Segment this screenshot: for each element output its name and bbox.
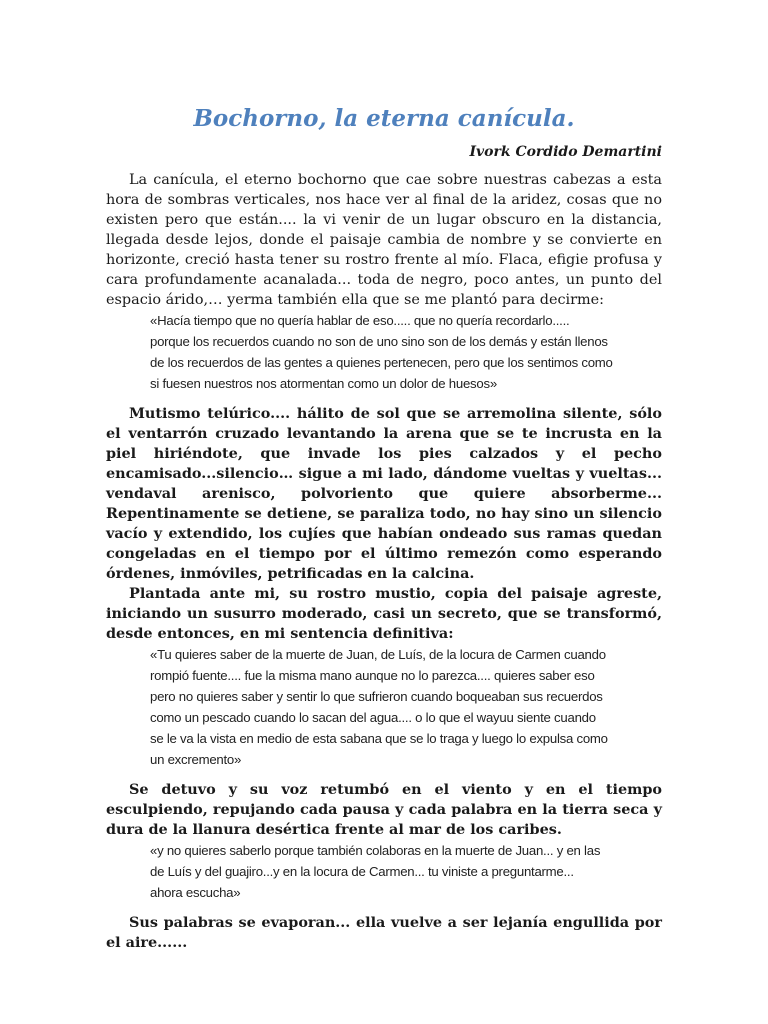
quote-line: porque los recuerdos cuando no son de uno sino son de los demás y están llenos xyxy=(150,334,608,349)
quote-line: «Hacía tiempo que no quería hablar de eso..... que no quería recordarlo..... xyxy=(150,313,570,328)
quote-line: de Luís y del guajiro...y en la locura de Carmen... tu viniste a preguntarme... xyxy=(150,864,574,879)
quote-line: como un pescado cuando lo sacan del agua.... o lo que el wayuu siente cuando xyxy=(150,710,596,725)
quote-line: de los recuerdos de las gentes a quienes pertenecen, pero que los sentimos como xyxy=(150,355,613,370)
quote-1 xyxy=(150,310,662,394)
quote-line: «y no quieres saberlo porque también colaboras en la muerte de Juan... y en las xyxy=(150,843,601,858)
quote-line: un excremento» xyxy=(150,752,242,767)
quote-line: si fuesen nuestros nos atormentan como un dolor de huesos» xyxy=(150,376,497,391)
quote-line: «Tu quieres saber de la muerte de Juan, de Luís, de la locura de Carmen cuando xyxy=(150,647,606,662)
paragraph-3: Plantada ante mi, su rostro mustio, copia del paisaje agreste, iniciando un susurro moderado, casi un secreto, que se transformó, desde entonces, en mi sentencia definitiva: xyxy=(106,585,662,642)
paragraph-2: Mutismo telúrico.... hálito de sol que se arremolina silente, sólo el ventarrón cruzado levantando la arena que se te incrusta en la piel hiriéndote, que invade los pies calzados y el pecho encamisado...silencio… sigue a mi lado, dándome vueltas y vueltas... vendaval arenisco, polvoriento que quiere absorberme... Repentinamente se detiene, se paraliza todo, no hay sino un silencio vacío y extendido, los cujíes que habían ondeado sus ramas quedan congeladas en el tiempo por el último remezón como esperando órdenes, inmóviles, petrificadas en la calcina. xyxy=(106,405,662,582)
quote-2 xyxy=(150,644,662,770)
paragraph-5: Sus palabras se evaporan... ella vuelve a ser lejanía engullida por el aire...... xyxy=(106,914,662,951)
quote-line: ahora escucha» xyxy=(150,885,241,900)
quote-line: rompió fuente.... fue la misma mano aunque no lo parezca.... quieres saber eso xyxy=(150,668,595,683)
quote-3 xyxy=(150,840,662,903)
quote-line: se le va la vista en medio de esta sabana que se lo traga y luego lo expulsa como xyxy=(150,731,608,746)
document-author: Ivork Cordido Demartini xyxy=(469,144,662,160)
quote-line: pero no quieres saber y sentir lo que sufrieron cuando boqueaban sus recuerdos xyxy=(150,689,603,704)
paragraph-1: La canícula, el eterno bochorno que cae sobre nuestras cabezas a esta hora de sombras verticales, nos hace ver al final de la aridez, cosas que no existen pero que están.... la vi venir de un lugar obscuro en la distancia, llegada desde lejos, donde el paisaje cambia de nombre y se convierte en horizonte, creció hasta tener su rostro frente al mío. Flaca, efigie profusa y cara profundamente acanalada... toda de negro, poco antes, un punto del espacio árido,… yerma también ella que se me plantó para decirme: xyxy=(106,172,662,308)
paragraph-4: Se detuvo y su voz retumbó en el viento y en el tiempo esculpiendo, repujando cada pausa y cada palabra en la tierra seca y dura de la llanura desértica frente al mar de los caribes. xyxy=(106,781,662,838)
document-title: Bochorno, la eterna canícula. xyxy=(193,105,575,132)
